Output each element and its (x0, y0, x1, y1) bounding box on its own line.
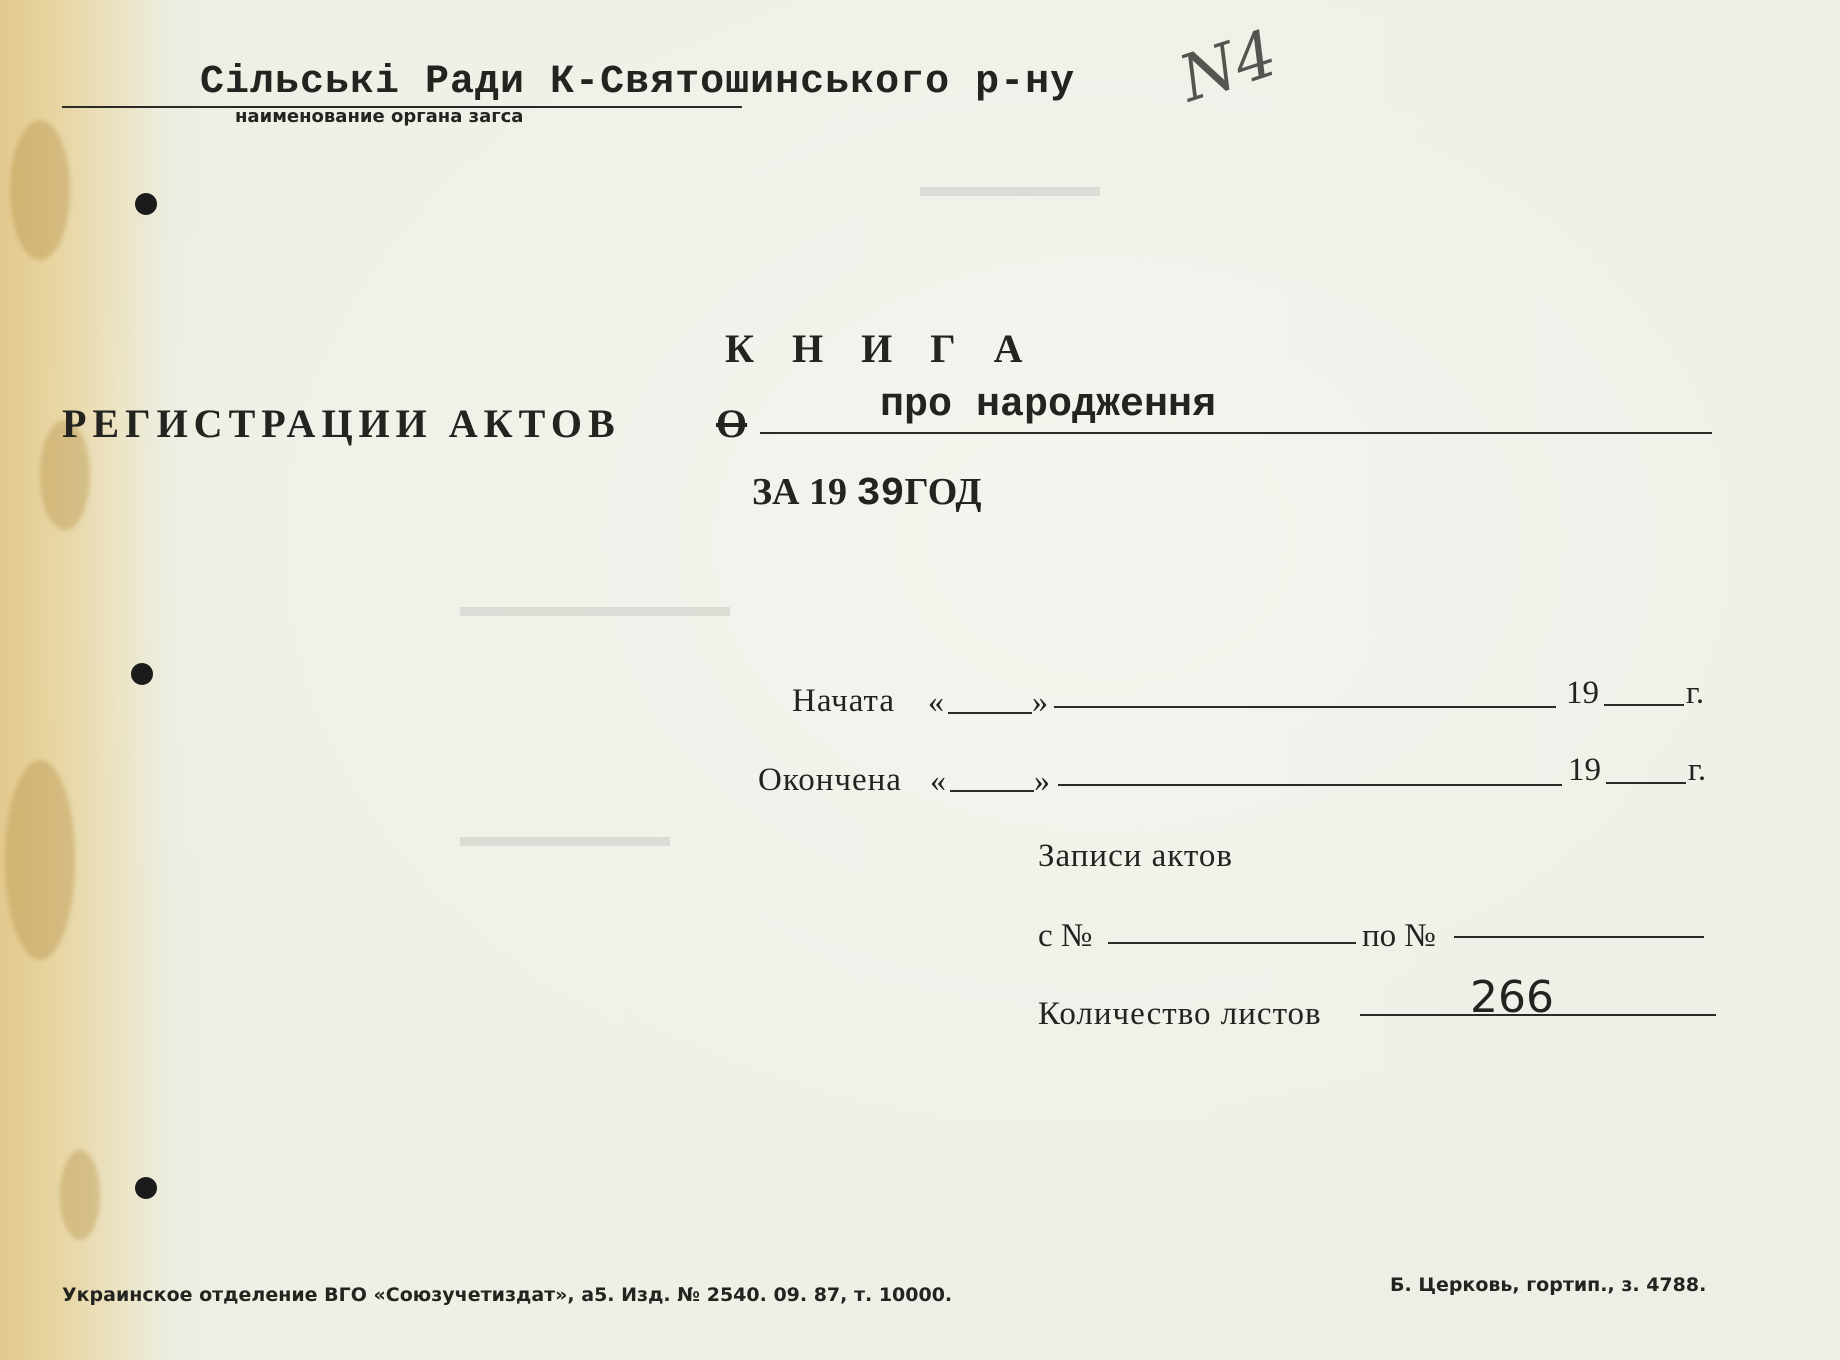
registry-office-caption: наименование органа загса (235, 106, 524, 127)
act-type-line (760, 432, 1712, 434)
printer-imprint: Б. Церковь, гортип., з. 4788. (1390, 1274, 1707, 1296)
punch-hole (135, 193, 157, 215)
year-prefix: ЗА 19 (752, 471, 847, 513)
started-label: Начата (792, 683, 896, 719)
started-year-suffix: г. (1686, 675, 1705, 711)
registry-office-name: Сільські Ради К-Святошинського р-ну (200, 60, 1076, 105)
sheet-count-line (1360, 1014, 1716, 1016)
sheet-count-label: Количество листов (1038, 996, 1322, 1032)
stain (5, 760, 75, 960)
records-from-label: с № (1038, 918, 1093, 954)
ended-year-line (1606, 782, 1686, 784)
stain (60, 1150, 100, 1240)
year-suffix: ГОД (904, 471, 982, 513)
book-title: К Н И Г А (725, 326, 1037, 371)
records-to-label: по № (1362, 918, 1436, 954)
show-through-text: ▬▬▬▬▬▬ (920, 170, 1100, 203)
year-entry: 39 (856, 472, 905, 517)
handwritten-book-number: N4 (1170, 16, 1286, 118)
started-close-quote: » (1032, 683, 1048, 719)
records-to-line (1454, 936, 1704, 938)
started-day-line (948, 712, 1032, 714)
started-year-prefix: 19 (1566, 675, 1599, 711)
registration-label: РЕГИСТРАЦИИ АКТОВ (62, 401, 621, 446)
ended-label: Окончена (758, 762, 902, 798)
records-from-line (1108, 942, 1356, 944)
started-open-quote: « (928, 683, 944, 719)
started-year-line (1604, 704, 1684, 706)
publisher-imprint: Украинское отделение ВГО «Союзучетиздат», а5. Изд. № 2540. 09. 87, т. 10000. (62, 1284, 953, 1306)
sheet-count-value: 266 (1470, 972, 1554, 1023)
records-heading: Записи актов (1038, 838, 1233, 874)
struck-preposition: О (716, 401, 748, 446)
punch-hole (131, 663, 153, 685)
ended-month-line (1058, 784, 1562, 786)
ended-open-quote: « (930, 762, 946, 798)
act-type-entry: про народження (880, 383, 1217, 428)
ended-year-suffix: г. (1688, 752, 1707, 788)
punch-hole (135, 1177, 157, 1199)
show-through-text: ▬▬▬▬▬▬▬▬▬ (460, 590, 730, 623)
started-month-line (1054, 706, 1556, 708)
show-through-text: ▬▬▬▬▬▬▬ (460, 820, 670, 853)
ended-close-quote: » (1034, 762, 1050, 798)
ended-year-prefix: 19 (1568, 752, 1601, 788)
ended-day-line (950, 790, 1034, 792)
stain (10, 120, 70, 260)
